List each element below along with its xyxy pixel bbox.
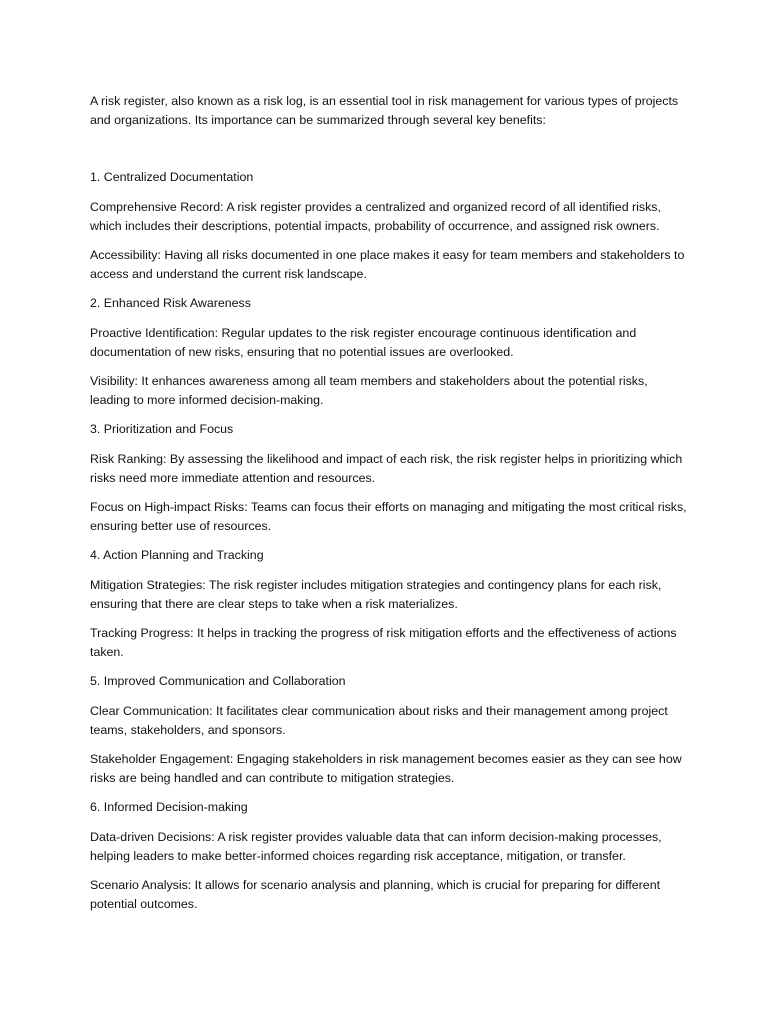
section-paragraph: Proactive Identification: Regular updates to the risk register encourage continuous identification and documentation of new risks, ensuring that no potential issues are overlooked.: [90, 325, 637, 359]
intro-paragraph: A risk register, also known as a risk log, is an essential tool in risk management for various types of projects and organizations. Its importance can be summarized through several key benefits:: [90, 94, 679, 128]
section-heading: 3. Prioritization and Focus: [90, 422, 234, 437]
section-paragraph: Comprehensive Record: A risk register provides a centralized and organized record of all identified risks, which includes their descriptions, potential impacts, probability of occurrence, and assigned risk owners.: [90, 199, 661, 233]
section-paragraph: Clear Communication: It facilitates clear communication about risks and their management among project teams, stakeholders, and sponsors.: [90, 703, 668, 737]
section-paragraph: Accessibility: Having all risks documented in one place makes it easy for team members and stakeholders to access and understand the current risk landscape.: [90, 248, 685, 282]
section-heading: 6. Informed Decision-making: [90, 800, 248, 815]
section-heading: 2. Enhanced Risk Awareness: [90, 296, 251, 311]
section-prioritization-and-focus: [90, 420, 688, 536]
section-centralized-documentation: [90, 168, 688, 284]
section-paragraph: Scenario Analysis: It allows for scenario analysis and planning, which is crucial for preparing for different potential outcomes.: [90, 878, 661, 912]
section-heading: 1. Centralized Documentation: [90, 170, 254, 185]
section-action-planning-and-tracking: [90, 546, 688, 662]
section-paragraph: Stakeholder Engagement: Engaging stakeholders in risk management becomes easier as they can see how risks are being handled and can contribute to mitigation strategies.: [90, 752, 682, 786]
section-improved-communication: [90, 672, 688, 788]
section-informed-decision-making: [90, 798, 688, 914]
section-paragraph: Mitigation Strategies: The risk register includes mitigation strategies and contingency plans for each risk, ensuring that there are clear steps to take when a risk materializes.: [90, 577, 662, 611]
section-heading: 4. Action Planning and Tracking: [90, 548, 264, 563]
section-paragraph: Data-driven Decisions: A risk register provides valuable data that can inform decision-making processes, helping leaders to make better-informed choices regarding risk acceptance, mitigation, or transfer.: [90, 829, 662, 863]
section-paragraph: Tracking Progress: It helps in tracking the progress of risk mitigation efforts and the effectiveness of actions taken.: [90, 626, 677, 660]
section-paragraph: Focus on High-impact Risks: Teams can focus their efforts on managing and mitigating the most critical risks, ensuring better use of resources.: [90, 500, 687, 534]
section-paragraph: Risk Ranking: By assessing the likelihood and impact of each risk, the risk register helps in prioritizing which risks need more immediate attention and resources.: [90, 451, 683, 485]
section-paragraph: Visibility: It enhances awareness among all team members and stakeholders about the potential risks, leading to more informed decision-making.: [90, 374, 648, 408]
section-enhanced-risk-awareness: [90, 294, 688, 410]
document-page: [90, 92, 688, 925]
section-heading: 5. Improved Communication and Collaboration: [90, 674, 346, 689]
